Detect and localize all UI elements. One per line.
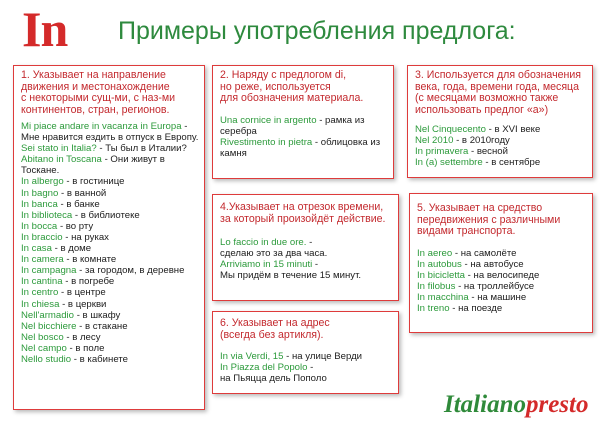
card-title-line: но реже, используется [220,80,331,93]
example-row [220,351,391,362]
example-row [415,146,585,157]
translation: - на велосипеде [465,269,540,281]
example-row [21,132,197,143]
example-row [417,248,585,259]
example-row [21,354,197,365]
brand-logo-part: Italiano [444,391,526,418]
example-row [220,137,386,148]
example-row [220,362,391,373]
card-duration [212,194,399,301]
card-title-line: для обозначения материала. [220,92,364,104]
example-row [220,126,386,137]
translation: - в церкви [59,298,107,310]
translation: - на машине [468,291,527,303]
example-row [21,299,197,310]
translation: - на автобусе [461,258,524,270]
italian-phrase: In bicicletta [417,269,465,281]
translation: Мы придём в течение 15 минут. [220,270,362,282]
translation: - Ты был в Италии? [96,143,187,155]
example-row [220,373,391,384]
card-title [417,203,585,238]
example-row [21,188,197,199]
italian-phrase: In cantina [21,276,63,288]
card-address [212,311,399,394]
italian-phrase: In albergo [21,176,64,188]
italian-phrase: In chiesa [21,298,60,310]
translation: - в библиотеке [72,209,140,221]
example-list [220,237,391,281]
example-row [21,265,197,276]
italian-phrase: In bagno [21,187,59,199]
translation: сделаю это за два часа. [220,248,328,260]
card-title-line: видами транспорта. [417,225,516,237]
italian-phrase: Una cornice in argento [220,114,317,126]
example-row [21,210,197,221]
example-row [417,303,585,314]
translation: - [181,121,188,132]
italian-phrase: In via Verdi, 15 [220,351,284,362]
italian-phrase: Nello studio [21,353,72,365]
example-row [220,270,391,281]
translation: - в центре [58,287,106,299]
italian-phrase: Rivestimento in pietra [220,136,313,148]
translation: - в погребе [62,276,115,288]
italian-phrase: Sei stato in Italia? [21,143,97,155]
translation: - облицовка из [312,136,381,148]
translation: - на поезде [449,302,503,314]
translation: Тоскане. [21,165,60,177]
translation: - на руках [62,231,109,243]
italian-phrase: In filobus [417,280,456,292]
card-title-line: использовать предлог «а») [415,103,549,116]
italian-phrase: In braccio [21,231,63,243]
card-title-line: 6. Указывает на адрес [220,317,330,329]
example-list [21,121,197,365]
translation: - весной [468,146,508,158]
translation: на Пьяцца дель Пополо [220,373,327,385]
example-row [21,232,197,243]
card-transport [409,193,593,333]
card-title [220,318,391,341]
card-title-line: 3. Используется для обозначения [415,69,582,81]
italian-phrase: Nell'armadio [21,309,75,321]
card-title-line: за который произойдёт действие. [220,212,386,225]
translation: - в сентябре [482,157,541,169]
card-title-line: 4.Указывает на отрезок времени, [220,201,384,213]
translation: - в шкафу [74,309,121,321]
translation: - на улице Верди [283,351,363,362]
italian-phrase: In aereo [417,247,453,259]
italian-phrase: Arriviamo in 15 minuti [220,259,313,271]
brand-logo [444,391,588,419]
example-row [21,199,197,210]
brand-logo-part: presto [525,391,589,418]
card-direction [13,65,205,410]
translation: - в кабинете [71,353,128,365]
translation: - [306,237,313,248]
card-title-line: 2. Наряду с предлогом di, [220,69,347,81]
example-row [21,121,197,132]
italian-phrase: In banca [21,198,58,210]
italian-phrase: Nel Cinquecento [415,124,486,135]
translation: - в комнате [63,254,117,266]
italian-phrase: In biblioteca [21,209,73,221]
translation: - Они живут в [101,154,165,166]
italian-phrase: Nel campo [21,342,67,354]
card-title-line: (с месяцами возможно также [415,92,559,104]
example-row [415,124,585,135]
example-list [220,115,386,159]
translation: - в гостинице [63,176,125,188]
translation: - в банке [57,198,100,210]
card-title-line: (всегда без артикля). [220,328,324,341]
example-row [220,148,386,159]
example-row [220,259,391,270]
example-row [21,254,197,265]
italian-phrase: In centro [21,287,59,299]
example-row [220,248,391,259]
page-title: Примеры употребления предлога: [118,17,516,45]
example-row [417,281,585,292]
example-row [417,292,585,303]
italian-phrase: Mi piace andare in vacanza in Europa [21,121,182,132]
italian-phrase: In autobus [417,258,462,270]
italian-phrase: In campagna [21,265,77,277]
translation: - на троллейбусе [455,280,535,292]
italian-phrase: Nel bicchiere [21,320,77,332]
italian-phrase: In Piazza del Popolo [220,362,308,374]
card-title [220,70,386,105]
italian-phrase: In bocca [21,220,58,232]
example-row [220,237,391,248]
translation: - в доме [51,243,92,255]
example-row [21,221,197,232]
example-list [220,351,391,384]
example-row [415,157,585,168]
card-title [220,202,391,225]
card-title-line: 5. Указывает на средство [417,202,543,214]
example-list [415,124,585,168]
card-title-line: континентов, стран, регионов. [21,103,170,116]
italian-phrase: In treno [417,302,450,314]
card-title-line: передвижения с различными [417,213,561,226]
translation: камня [220,147,247,159]
translation: - [312,259,319,271]
translation: - в 2010году [453,135,510,147]
logo-in: In [22,1,68,57]
translation: - рамка из [316,114,365,126]
example-row [21,310,197,321]
translation: Мне нравится ездить в отпуск в Европу. [21,132,199,144]
translation: серебра [220,125,257,137]
card-title-line: движения и местонахождение [21,80,170,93]
italian-phrase: Nel bosco [21,331,64,343]
example-row [21,287,197,298]
card-title [415,70,585,116]
translation: - на самолёте [452,247,517,259]
translation: - в стакане [76,320,128,332]
italian-phrase: In macchina [417,291,469,303]
italian-phrase: In (a) settembre [415,157,483,169]
translation: - за городом, в деревне [76,265,185,277]
example-row [415,135,585,146]
example-row [417,270,585,281]
italian-phrase: In primavera [415,146,469,158]
card-title-line: с некоторыми сущ-ми, с наз-ми [21,92,176,104]
example-row [21,154,197,165]
italian-phrase: Abitano in Toscana [21,154,102,166]
card-time-period [407,65,593,178]
translation: - в лесу [63,331,101,343]
translation: - [307,362,314,374]
example-row [21,176,197,187]
translation: - в поле [66,342,105,354]
example-row [220,115,386,126]
translation: - в XVI веке [485,124,541,135]
translation: - во рту [57,220,94,232]
example-list [417,248,585,315]
card-title [21,70,197,116]
italian-phrase: Nel 2010 [415,135,454,147]
italian-phrase: Lo faccio in due ore. [220,237,307,248]
card-title-line: века, года, времени года, месяца [415,80,580,93]
example-row [21,332,197,343]
example-row [21,343,197,354]
example-row [21,243,197,254]
italian-phrase: In casa [21,243,52,255]
italian-phrase: In camera [21,254,64,266]
example-row [21,165,197,176]
example-row [21,276,197,287]
card-material [212,65,394,179]
card-title-line: 1. Указывает на направление [21,69,166,81]
example-row [21,321,197,332]
translation: - в ванной [58,187,107,199]
example-row [21,143,197,154]
example-row [417,259,585,270]
